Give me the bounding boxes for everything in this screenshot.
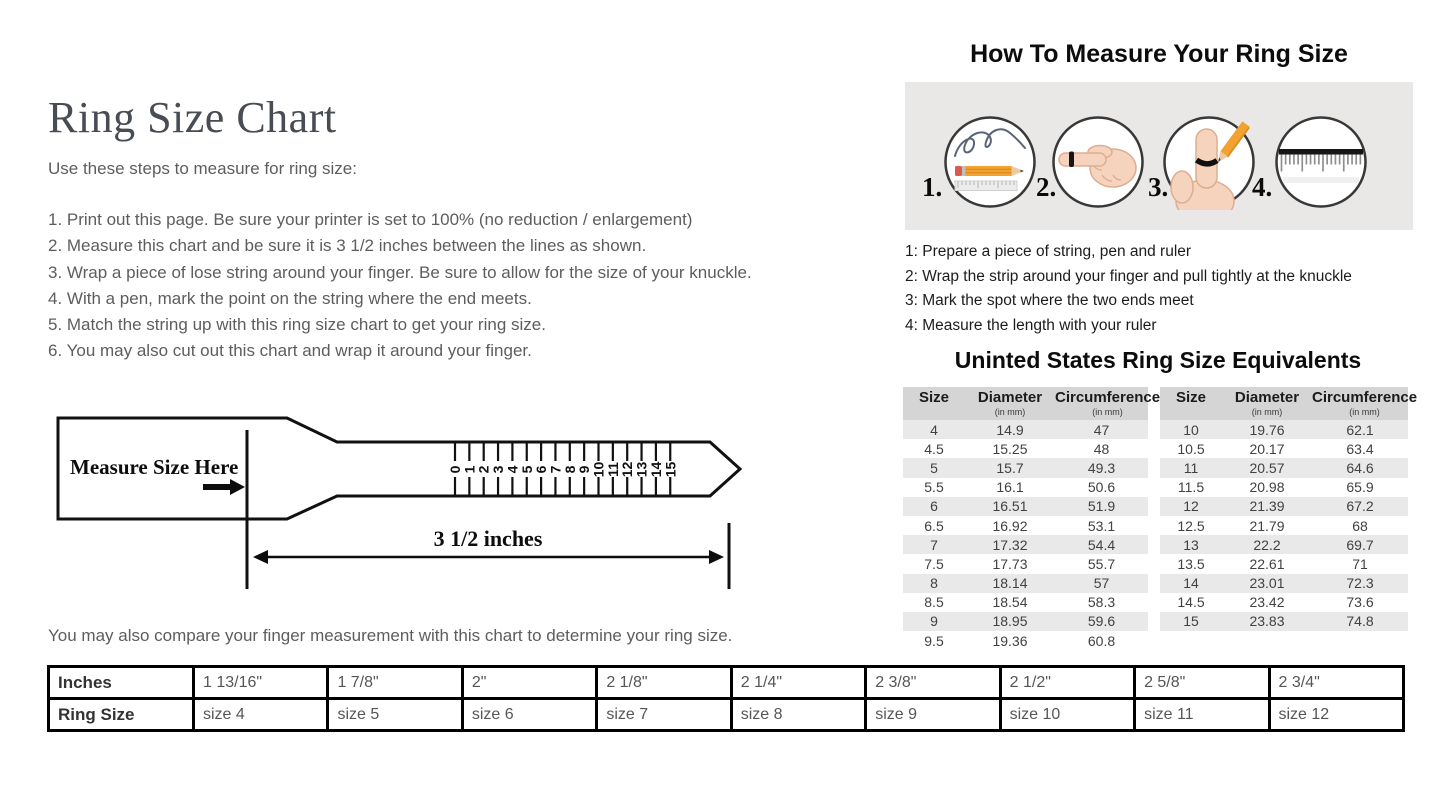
- scale-number: 11: [604, 462, 621, 477]
- ring-size-cell: 17.73: [992, 555, 1028, 572]
- ring-size-cell: 16.92: [992, 517, 1028, 534]
- ring-size-cell: 14.9: [996, 421, 1024, 438]
- ring-size-cell: 8.5: [924, 594, 944, 611]
- scale-number: 4: [504, 465, 521, 474]
- step-number-1: 1.: [922, 172, 943, 202]
- ring-size-row: [903, 574, 1148, 593]
- ring-size-cell: 20.57: [1249, 459, 1285, 476]
- dimension-arrow-icon: [253, 550, 724, 564]
- instruction-step: 2. Measure this chart and be sure it is 3 1/2 inches between the lines as shown.: [48, 236, 647, 256]
- ring-size-cell: 53.1: [1087, 517, 1116, 534]
- howto-step: 4: Measure the length with your ruler: [905, 316, 1157, 334]
- ring-size-row: [1160, 612, 1408, 631]
- howto-step: 3: Mark the spot where the two ends meet: [905, 292, 1194, 310]
- inches-cell: 2 3/4": [1269, 667, 1404, 699]
- ring-size-cell: 7: [930, 536, 938, 553]
- howto-title: How To Measure Your Ring Size: [970, 40, 1348, 68]
- instruction-step: 5. Match the string up with this ring size chart to get your ring size.: [48, 315, 546, 335]
- ring-size-cell: 15: [1183, 613, 1199, 630]
- finger-with-string-and-pencil-icon: [1161, 114, 1257, 210]
- ring-size-row: [903, 554, 1148, 573]
- ring-size-cell: size 8: [731, 699, 865, 731]
- howto-step: 1: Prepare a piece of string, pen and ruler: [905, 243, 1192, 260]
- scale-number: 3: [490, 465, 507, 474]
- ring-size-cell: 12: [1183, 498, 1199, 515]
- ring-size-cell: 74.8: [1346, 613, 1374, 630]
- ring-size-cell: 10.5: [1177, 440, 1205, 457]
- ring-size-cell: 7.5: [924, 555, 944, 572]
- ring-size-row: [903, 535, 1148, 554]
- equivalents-title: Uninted States Ring Size Equivalents: [954, 347, 1362, 373]
- ring-size-row: [903, 497, 1148, 516]
- inches-cell: 2 1/2": [1000, 667, 1134, 699]
- scale-number: 7: [547, 465, 564, 474]
- ring-size-cell: 49.3: [1087, 459, 1116, 476]
- ring-size-row: [1160, 593, 1408, 612]
- ring-size-cell: 54.4: [1087, 536, 1116, 553]
- ring-size-cell: 47: [1093, 421, 1110, 438]
- scale-number: 13: [633, 461, 650, 478]
- instruction-step: 3. Wrap a piece of lose string around your finger. Be sure to allow for the size of your knuckle.: [48, 262, 752, 282]
- ring-size-row-header: Ring Size: [49, 699, 194, 731]
- ring-size-cell: 72.3: [1346, 575, 1374, 592]
- ring-size-cell: 20.98: [1249, 479, 1285, 496]
- table-body: [1160, 420, 1408, 631]
- instruction-step: 4. With a pen, mark the point on the string where the end meets.: [48, 288, 532, 308]
- ring-size-row: [1160, 497, 1408, 516]
- scale-number: 14: [647, 461, 664, 478]
- ring-size-cell: 6: [930, 498, 938, 515]
- ring-size-row: [49, 699, 1404, 731]
- step-number-2: 2.: [1036, 172, 1057, 202]
- step-number-3: 3.: [1148, 172, 1169, 202]
- scale-number: 1: [461, 465, 478, 474]
- column-header-circumference: Circumference (in mm): [1055, 389, 1161, 417]
- ring-size-row: [1160, 439, 1408, 458]
- ring-size-cell: 19.76: [1249, 421, 1285, 438]
- ring-size-cell: 23.42: [1249, 594, 1285, 611]
- ring-size-cell: 22.61: [1249, 555, 1285, 572]
- ring-size-cell: 64.6: [1346, 459, 1374, 476]
- ring-size-cell: 57: [1093, 575, 1110, 592]
- ring-size-row: [903, 439, 1148, 458]
- ring-size-cell: 50.6: [1087, 479, 1116, 496]
- ring-size-cell: 13: [1183, 536, 1199, 553]
- column-header-size: Size: [918, 389, 949, 406]
- ring-size-cell: 23.83: [1249, 613, 1285, 630]
- table-header: [903, 387, 1161, 420]
- ring-size-cell: 4: [930, 421, 938, 438]
- width-dimension-label: 3 1/2 inches: [433, 526, 543, 551]
- ring-size-row: [903, 420, 1148, 439]
- ring-size-cell: size 6: [462, 699, 596, 731]
- howto-step: 2: Wrap the strip around your finger and pull tightly at the knuckle: [905, 267, 1352, 285]
- instruction-list: [48, 207, 752, 365]
- ring-size-cell: 13.5: [1177, 555, 1205, 572]
- ring-size-cell: 16.1: [996, 479, 1024, 496]
- ring-size-cell: 18.14: [992, 575, 1028, 592]
- ring-sizer-diagram: [40, 410, 755, 595]
- ring-size-cell: 18.54: [992, 594, 1028, 611]
- ring-size-cell: size 9: [866, 699, 1000, 731]
- ring-size-row: [903, 478, 1148, 497]
- ring-size-cell: size 7: [597, 699, 731, 731]
- ring-size-cell: 8: [930, 575, 938, 592]
- ring-size-cell: 21.39: [1249, 498, 1285, 515]
- table-header: [1160, 387, 1418, 420]
- inches-cell: 2 1/4": [731, 667, 865, 699]
- ring-size-cell: 73.6: [1346, 594, 1374, 611]
- scale-number: 12: [619, 461, 636, 478]
- instruction-step: 6. You may also cut out this chart and wrap it around your finger.: [48, 341, 532, 361]
- ring-size-cell: 9: [930, 613, 938, 630]
- ring-size-row: [1160, 458, 1408, 477]
- intro-text: Use these steps to measure for ring size:: [48, 159, 357, 178]
- page-title: Ring Size Chart: [48, 93, 337, 142]
- scale-number: 0: [447, 465, 463, 474]
- ring-size-cell: 62.1: [1346, 421, 1374, 438]
- ring-size-cell: 18.95: [992, 613, 1028, 630]
- inches-cell: 1 13/16": [194, 667, 328, 699]
- ring-size-cell: 69.7: [1346, 536, 1374, 553]
- ring-size-cell: 21.79: [1249, 517, 1285, 534]
- finger-measurement-table: [47, 665, 1405, 732]
- ruler-icon: [1273, 114, 1369, 210]
- ring-size-cell: 63.4: [1346, 440, 1374, 457]
- ring-size-cell: 51.9: [1087, 498, 1116, 515]
- column-header-size: Size: [1175, 389, 1206, 406]
- column-header-diameter: Diameter (in mm): [1234, 389, 1300, 417]
- inches-cell: 2": [462, 667, 596, 699]
- ring-size-row: [1160, 516, 1408, 535]
- ring-size-cell: 4.5: [924, 440, 944, 457]
- ring-size-cell: 16.51: [992, 498, 1028, 515]
- ring-size-cell: 15.7: [996, 459, 1024, 476]
- scale-number: 15: [662, 461, 679, 478]
- ring-size-row: [903, 593, 1148, 612]
- ring-size-cell: 11.5: [1177, 479, 1205, 496]
- inches-cell: 2 3/8": [866, 667, 1000, 699]
- ring-size-row: [1160, 420, 1408, 439]
- ring-size-cell: 11: [1183, 459, 1199, 476]
- ring-size-row: [903, 631, 1148, 650]
- ring-size-row: [903, 458, 1148, 477]
- ring-size-cell: 9.5: [924, 632, 944, 649]
- compare-note: You may also compare your finger measurement with this chart to determine your ring size.: [48, 626, 733, 645]
- step-number-4: 4.: [1252, 172, 1273, 202]
- inches-row-header: Inches: [49, 667, 194, 699]
- scale-number: 8: [561, 465, 578, 474]
- ring-size-table-right: [1160, 387, 1418, 631]
- ring-size-cell: 14: [1183, 575, 1199, 592]
- ring-size-cell: size 4: [194, 699, 328, 731]
- ring-size-cell: 12.5: [1177, 517, 1205, 534]
- ring-size-cell: size 11: [1135, 699, 1269, 731]
- column-header-circumference: Circumference (in mm): [1312, 389, 1418, 417]
- ring-size-cell: 6.5: [924, 517, 944, 534]
- ring-size-cell: size 10: [1000, 699, 1134, 731]
- instruction-step: 1. Print out this page. Be sure your printer is set to 100% (no reduction / enlargement): [48, 210, 693, 229]
- ring-size-cell: 71: [1352, 555, 1368, 572]
- ring-size-row: [903, 516, 1148, 535]
- ring-size-cell: 23.01: [1249, 575, 1285, 592]
- howto-step-list: [905, 240, 1352, 338]
- inches-cell: 2 1/8": [597, 667, 731, 699]
- inches-cell: 1 7/8": [328, 667, 462, 699]
- ring-size-row: [1160, 478, 1408, 497]
- ring-size-cell: 19.36: [992, 632, 1028, 649]
- ring-size-cell: 48: [1093, 440, 1110, 457]
- ring-size-cell: 67.2: [1346, 498, 1374, 515]
- ring-size-cell: 14.5: [1177, 594, 1205, 611]
- table-body: [903, 420, 1148, 650]
- ring-size-cell: 20.17: [1249, 440, 1285, 457]
- ring-size-row: [1160, 554, 1408, 573]
- hand-with-string-icon: [1050, 114, 1146, 210]
- ring-size-cell: 59.6: [1087, 613, 1116, 630]
- ring-size-cell: 5.5: [924, 479, 944, 496]
- string-and-pencil-icon: [942, 114, 1038, 210]
- ring-size-cell: 10: [1183, 421, 1199, 438]
- ring-size-cell: 17.32: [992, 536, 1028, 553]
- ring-size-cell: 5: [930, 459, 938, 476]
- ring-size-cell: 15.25: [992, 440, 1028, 457]
- scale-number: 5: [518, 465, 535, 474]
- ring-size-cell: 58.3: [1087, 594, 1116, 611]
- ring-size-row: [903, 612, 1148, 631]
- scale-number: 10: [590, 461, 607, 478]
- ring-size-cell: 22.2: [1253, 536, 1281, 553]
- ring-size-row: [1160, 535, 1408, 554]
- ring-size-cell: 65.9: [1346, 479, 1374, 496]
- inches-row: [49, 667, 1404, 699]
- ring-size-cell: size 12: [1269, 699, 1404, 731]
- ring-size-cell: 55.7: [1087, 555, 1116, 572]
- scale-number: 6: [533, 465, 550, 474]
- ring-size-cell: 60.8: [1087, 632, 1116, 649]
- scale-number: 9: [576, 465, 593, 474]
- scale-number: 2: [475, 465, 492, 474]
- column-header-diameter: Diameter (in mm): [977, 389, 1043, 417]
- measure-size-here-label: Measure Size Here: [70, 455, 239, 479]
- ring-size-cell: 68: [1352, 517, 1368, 534]
- ring-size-table-left: [903, 387, 1161, 650]
- ring-size-row: [1160, 574, 1408, 593]
- inches-cell: 2 5/8": [1135, 667, 1269, 699]
- ring-size-cell: size 5: [328, 699, 462, 731]
